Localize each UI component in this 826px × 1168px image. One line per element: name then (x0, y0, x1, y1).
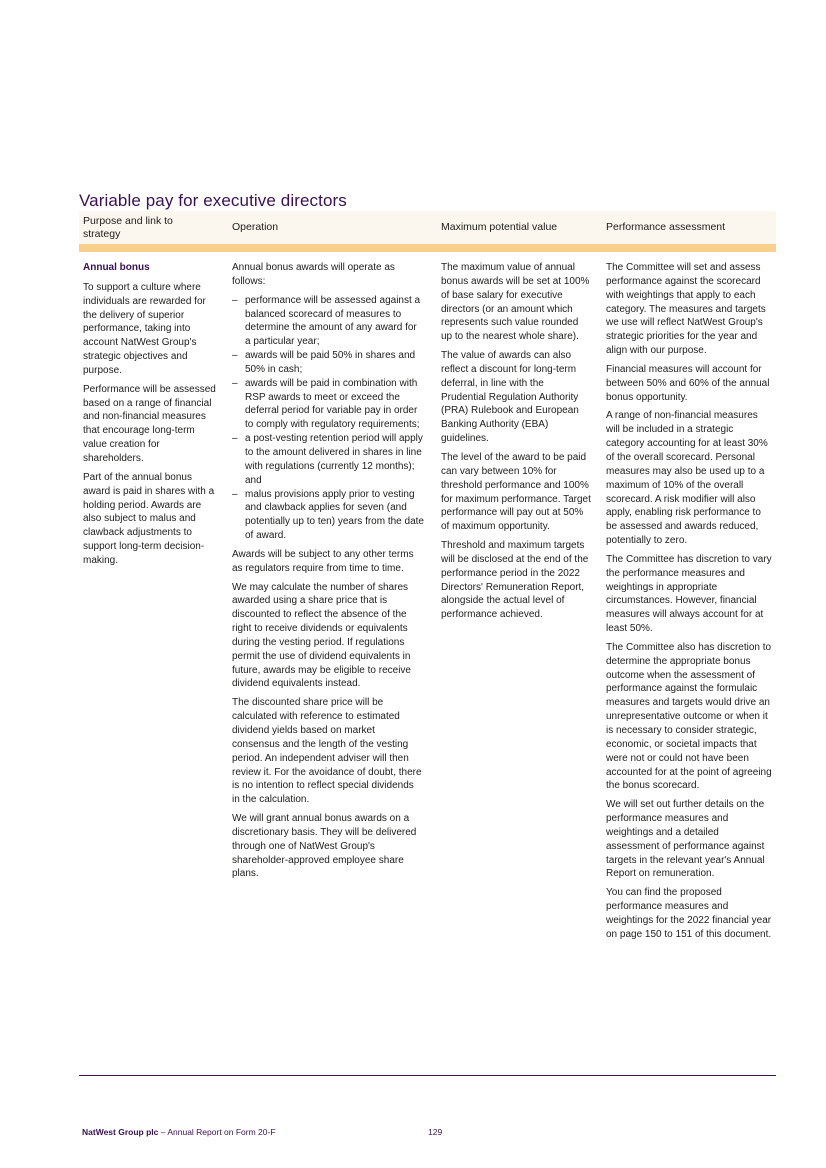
header-maximum: Maximum potential value (441, 221, 558, 233)
operation-bullet: – malus provisions apply prior to vesting and clawback applies for seven (and potentially up to ten) years from the date of award. (232, 488, 424, 543)
operation-bullet: – performance will be assessed against a balanced scorecard of measures to determine the amount of any award for a particular year; (232, 294, 424, 349)
operation-intro: Annual bonus awards will operate as follows: (232, 262, 395, 287)
operation-paragraph: Awards will be subject to any other terms as regulators require from time to time. (232, 548, 414, 574)
footer (82, 1127, 276, 1137)
purpose-paragraph: Part of the annual bonus award is paid in shares with a holding period. Awards are also subject to malus and clawback adjustments to support long-term decision-making. (83, 471, 215, 566)
performance-paragraph: You can find the proposed performance measures and weightings for the 2022 financial year on page 150 to 151 of this document. (606, 887, 772, 940)
operation-column (232, 261, 424, 886)
page-title: Variable pay for executive directors (79, 191, 347, 210)
performance-paragraph: The Committee has discretion to vary the performance measures and weightings in appropriate circumstances. However, financial measures will always account for at least 50%. (606, 553, 772, 635)
purpose-column (83, 261, 217, 573)
table-bottom-rule (79, 1075, 776, 1076)
purpose-paragraph: Performance will be assessed based on a range of financial and non-financial measures that encourage long-term value creation for shareholders. (83, 383, 216, 464)
maximum-paragraph: The maximum value of annual bonus awards will be set at 100% of base salary for executive directors (or an amount which represents such value rounded up to the nearest whole share). (441, 262, 590, 343)
performance-paragraph: The Committee also has discretion to determine the appropriate bonus outcome when the assessment of performance against the formulaic measures and targets would drive an unrepresentative outcome or when it is necessary to consider strategic, economic, or societal impacts that were not or could not have been accounted for at the point of agreeing the bonus scorecard. (606, 641, 772, 792)
performance-paragraph: We will set out further details on the performance measures and weightings and a detailed assessment of performance against targets in the relevant year's Annual Report on remuneration. (606, 799, 765, 880)
operation-bullet: – awards will be paid 50% in shares and 50% in cash; (232, 349, 424, 377)
operation-bullet: – a post-vesting retention period will apply to the amount delivered in shares in line with regulations (currently 12 months); and (232, 432, 424, 487)
operation-bullet: – awards will be paid in combination with RSP awards to meet or exceed the deferral period for variable pay in order to comply with regulatory requirements; (232, 377, 424, 432)
table-header (79, 211, 776, 244)
header-purpose: Purpose and link to strategy (83, 214, 173, 240)
header-performance: Performance assessment (606, 221, 726, 233)
header-rule (79, 244, 776, 252)
operation-paragraph: We will grant annual bonus awards on a discretionary basis. They will be delivered through one of NatWest Group's shareholder-approved employee share plans. (232, 813, 417, 880)
footer-report-title: Annual Report on Form 20-F (167, 1127, 276, 1137)
maximum-paragraph: The level of the award to be paid can vary between 10% for threshold performance and 100% for maximum performance. Target performance will pay out at 50% of maximum opportunity. (441, 451, 591, 533)
footer-separator: – (158, 1127, 168, 1137)
page-number: 129 (428, 1127, 443, 1137)
maximum-paragraph: The value of awards can also reflect a discount for long-term deferral, in line with the Prudential Regulation Authority (PRA) Rulebook and European Banking Authority (EBA) guidelines. (441, 350, 579, 445)
operation-bullet-list (232, 294, 424, 543)
maximum-paragraph: Threshold and maximum targets will be disclosed at the end of the performance period in the 2022 Directors' Remuneration Report, alongside the actual level of performance achieved. (441, 540, 589, 621)
operation-paragraph: We may calculate the number of shares awarded using a share price that is discounted to reflect the absence of the right to receive dividends or equivalents during the vesting period. If regulations permit the use of dividend equivalents in future, awards may be eligible to receive dividend equivalents instead. (232, 581, 411, 690)
performance-paragraph: Financial measures will account for between 50% and 60% of the annual bonus opportunity. (606, 363, 770, 403)
purpose-paragraph: To support a culture where individuals are rewarded for the delivery of superior performance, taking into account NatWest Group's strategic objectives and purpose. (83, 281, 206, 376)
footer-company: NatWest Group plc (82, 1127, 159, 1137)
performance-paragraph: The Committee will set and assess performance against the scorecard with weightings that apply to each category. The measures and targets we use will reflect NatWest Group's strategic priorities for the year and align with our purpose. (606, 262, 766, 357)
operation-paragraph: The discounted share price will be calculated with reference to estimated dividend yields based on market consensus and the length of the vesting period. An independent adviser will then review it. For the avoidance of doubt, there is no intention to reflect special dividends in the calculation. (232, 697, 422, 806)
maximum-column (441, 261, 591, 627)
performance-paragraph: A range of non-financial measures will be included in a strategic category accounting for at least 30% of the overall scorecard. Personal measures may also be used up to a maximum of 10% of the overall scorecard. A risk modifier will also apply, enabling risk performance to be assessed and awards reduced, potentially to zero. (606, 410, 768, 547)
performance-column (606, 261, 772, 947)
annual-bonus-label: Annual bonus (83, 262, 150, 273)
header-operation: Operation (232, 221, 279, 233)
